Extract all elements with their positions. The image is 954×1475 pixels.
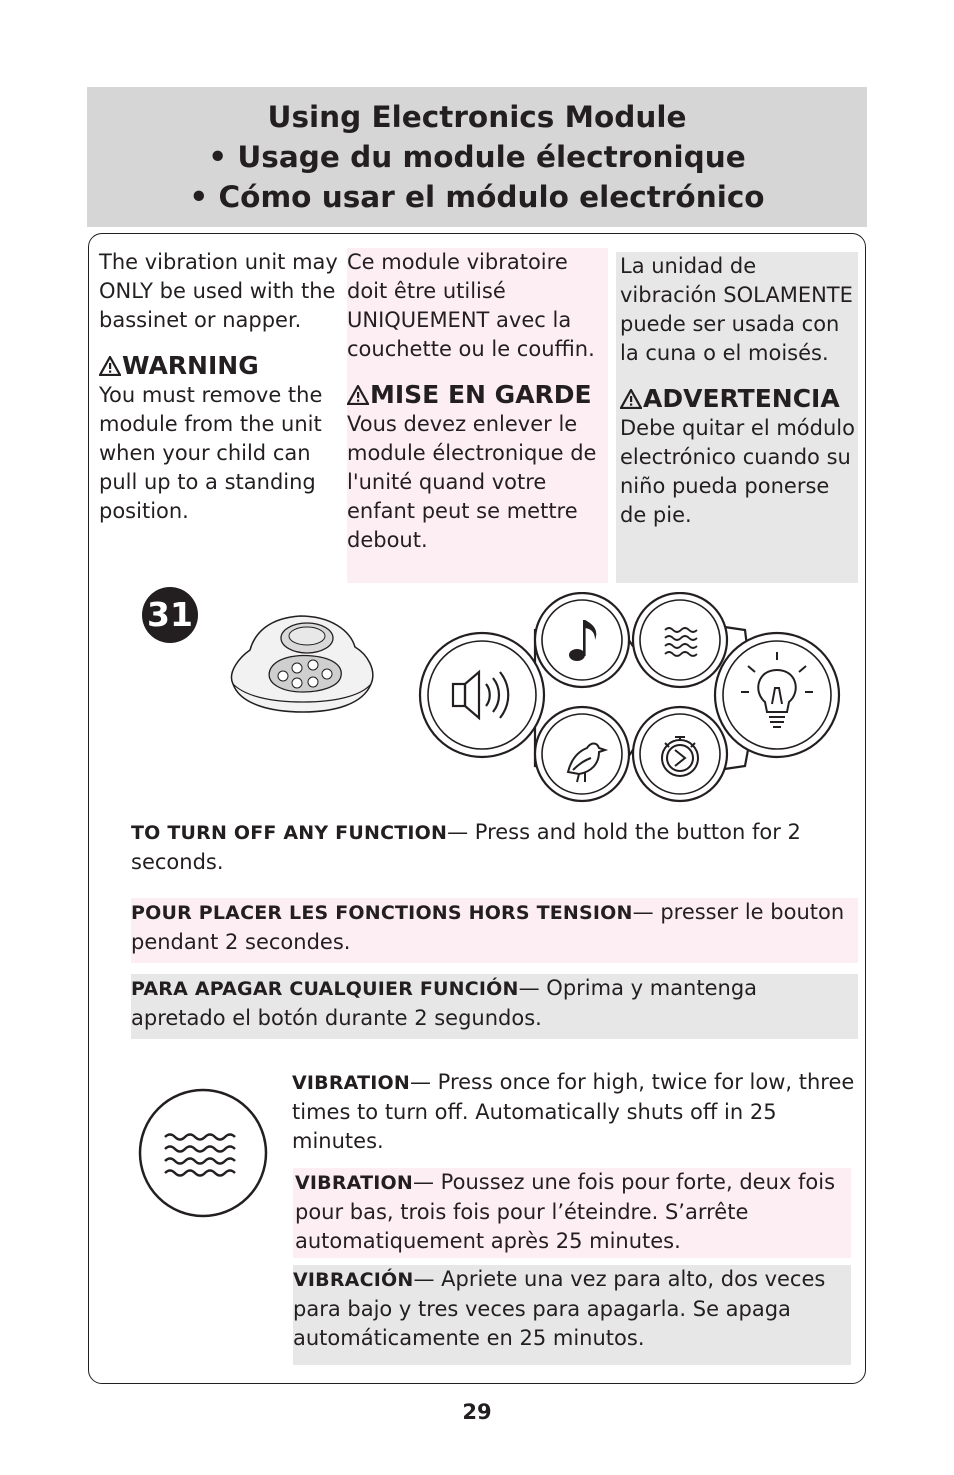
control-panel-diagram [415,592,845,804]
english-column [99,248,339,526]
vibration-instruction-fr: VIBRATION— Poussez une fois pour forte, deux fois pour bas, trois fois pour l’éteindre. S’arrête automatiquement après 25 minutes. [293,1168,851,1258]
page-header [87,87,867,227]
english-intro: The vibration unit may ONLY be used with the bassinet or napper. [99,250,338,332]
english-warning-title: WARNING [99,351,339,381]
header-title-fr: • Usage du module électronique [208,140,746,174]
spanish-warning-title: ADVERTENCIA [620,384,858,414]
french-warning-title: MISE EN GARDE [347,380,608,410]
vibration-waves-icon [135,1087,271,1219]
french-intro: Ce module vibratoire doit être utilisé UNIQUEMENT avec la couchette ou le couffin. [347,250,595,361]
warning-triangle-icon [620,389,642,409]
vibration-instruction-es: VIBRACIÓN— Apriete una vez para alto, dos veces para bajo y tres veces para apagarla. Se apaga automáticamente en 25 minutos. [293,1265,851,1365]
turn-off-instruction-es: PARA APAGAR CUALQUIER FUNCIÓN— Oprima y mantenga apretado el botón durante 2 segundos. [131,974,858,1039]
electronics-module-illustration [225,612,380,717]
header-title-en: Using Electronics Module [267,100,687,134]
spanish-warning-text: Debe quitar el módulo electrónico cuando su niño pueda ponerse de pie. [620,416,855,527]
vibration-instruction-en: VIBRATION— Press once for high, twice for low, three times to turn off. Automatically shuts off in 25 minutes. [292,1070,855,1153]
turn-off-instruction-en: TO TURN OFF ANY FUNCTION— Press and hold the button for 2 seconds. [131,820,801,874]
english-warning-text: You must remove the module from the unit when your child can pull up to a standing position. [99,383,323,523]
page-number: 29 [462,1400,492,1424]
warning-triangle-icon [99,356,121,376]
warning-triangle-icon [347,385,369,405]
spanish-column [616,252,858,583]
header-title-es: • Cómo usar el módulo electrónico [189,180,765,214]
step-number-badge: 31 [142,587,198,643]
spanish-intro: La unidad de vibración SOLAMENTE puede ser usada con la cuna o el moisés. [620,254,853,365]
turn-off-instruction-fr: POUR PLACER LES FONCTIONS HORS TENSION— presser le bouton pendant 2 secondes. [131,898,858,963]
french-column [347,248,608,583]
french-warning-text: Vous devez enlever le module électronique de l'unité quand votre enfant peut se mettre debout. [347,412,597,552]
